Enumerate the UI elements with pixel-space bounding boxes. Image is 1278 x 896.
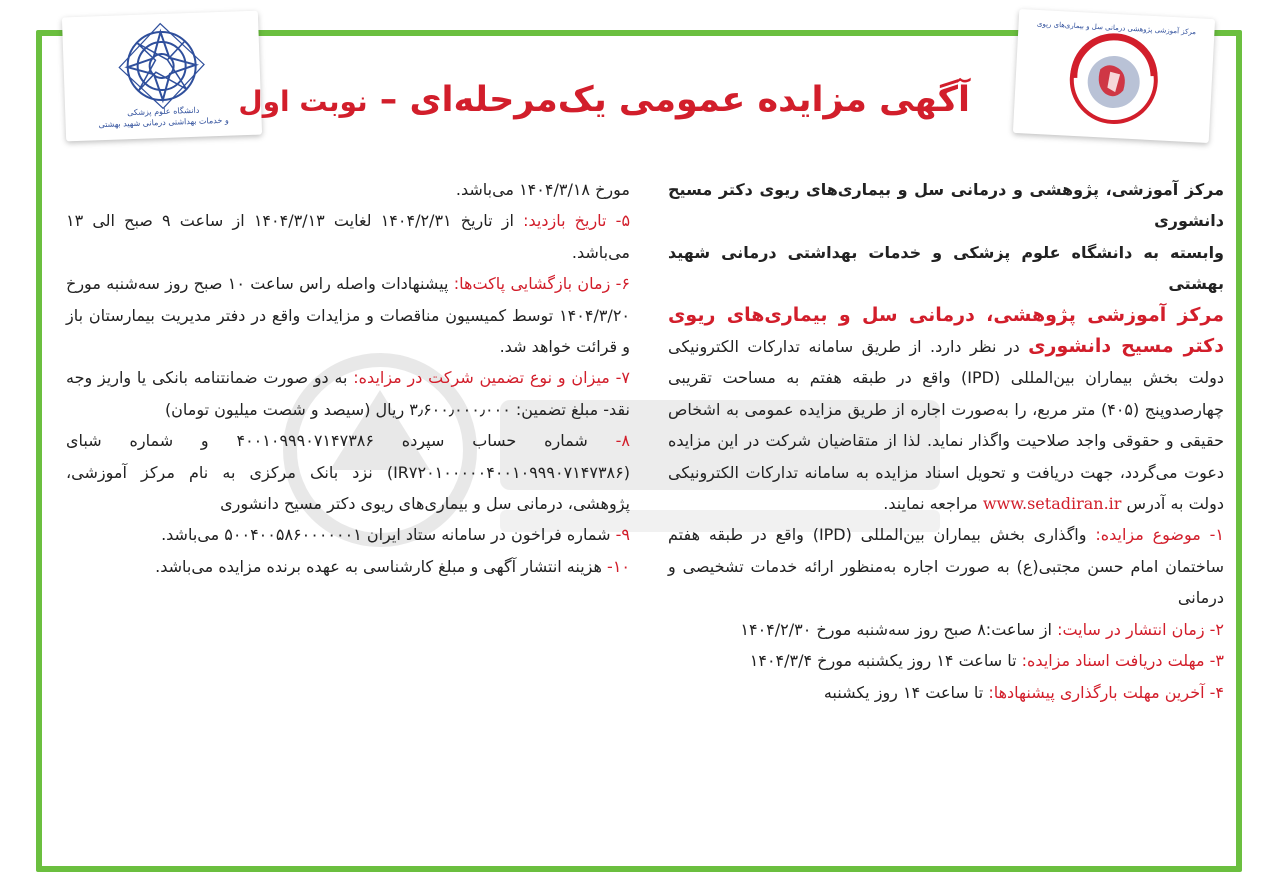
hospital-logo [1013,9,1215,143]
item-5 [66,205,630,268]
university-caption-line2: و خدمات بهداشتی درمانی شهید بهشتی [98,115,229,130]
item-7-text: به دو صورت ضمانتنامه بانکی یا واریز وجه نقد- مبلغ تضمین: ۳٫۶۰۰٫۰۰۰٫۰۰۰ ریال (سیصد و شصت میلیون تومان) [66,368,630,419]
left-column [66,174,630,582]
hospital-caption: مرکز آموزشی پژوهشی درمانی سل و بیماری‌های ریوی [1036,19,1197,37]
right-column [668,174,1224,708]
item-4 [668,677,1224,708]
item-1-label: ۱- موضوع مزایده: [1095,525,1225,545]
item-6-text: پیشنهادات واصله راس ساعت ۱۰ صبح روز سه‌شنبه مورخ ۱۴۰۴/۳/۲۰ توسط کمیسیون مناقصات و مزایدات واقع در دفتر مدیریت بیمارستان باز و قرائت خواهد شد. [66,274,630,357]
title-dash: – [379,80,398,120]
title-round: نوبت اول [238,85,368,118]
item-3-label: ۳- مهلت دریافت اسناد مزایده: [1021,651,1224,671]
title-main: آگهی مزایده عمومی یک‌مرحله‌ای [409,80,970,120]
item-6-label: ۶- زمان بازگشایی پاکت‌ها: [453,274,631,294]
item-9 [66,519,630,550]
item-4-text: تا ساعت ۱۴ روز یکشنبه [823,682,984,702]
university-caption-line1: دانشگاه علوم پزشکی [126,105,200,118]
intro-paragraph [668,300,1224,520]
item-10 [66,551,630,582]
item-10-label: ۱۰- [607,556,630,576]
item-3 [668,645,1224,676]
intro-line1: مرکز آموزشی، پژوهشی و درمانی سل و بیماری‌های ریوی دکتر مسیح دانشوری [668,180,1224,231]
item-7 [66,362,630,425]
item-2-text: از ساعت:۸ صبح روز سه‌شنبه مورخ ۱۴۰۴/۲/۳۰ [740,619,1052,639]
item-8 [66,425,630,519]
item-4-label: ۴- آخرین مهلت بارگذاری پیشنهادها: [988,682,1224,702]
intro-body-end: مراجعه نمایند. [883,494,978,514]
item-2-label: ۲- زمان انتشار در سایت: [1057,619,1224,639]
item-3-text: تا ساعت ۱۴ روز یکشنبه مورخ ۱۴۰۴/۳/۴ [749,651,1017,671]
item-1-text: واگذاری بخش بیماران بین‌المللی (IPD) واقع در طبقه هفتم ساختمان امام حسن مجتبی(ع) به صورت اجاره به‌منظور ارائه خدمات تشخیصی و درمانی [668,525,1224,608]
page-title [238,80,970,132]
organization-name: مرکز آموزشی پژوهشی، درمانی سل و بیماری‌های ریوی دکتر مسیح دانشوری [668,303,1224,358]
item-9-label: ۹- [615,525,630,545]
intro-body: در نظر دارد. از طریق سامانه تدارکات الکترونیکی دولت بخش بیماران بین‌المللی (IPD) واقع در طبقه هفتم به مساحت تقریبی چهارصدوپنج (۴۰۵) متر مربع، را به‌صورت اجاره از طریق مزایده عمومی به اشخاص حقیقی و حقوقی واجد صلاحیت واگذار نماید. لذا از متقاضیان شرکت در این مزایده دعوت می‌گردد، جهت دریافت و تحویل اسناد مزایده به سامانه تدارکات الکترونیکی دولت به آدرس [668,337,1224,514]
item-5-text: از تاریخ ۱۴۰۴/۲/۳۱ لغایت ۱۴۰۴/۳/۱۳ از ساعت ۹ صبح الی ۱۳ می‌باشد. [66,211,630,262]
item-4-continued: مورخ ۱۴۰۴/۳/۱۸ می‌باشد. [455,180,630,199]
item-6 [66,268,630,362]
item-5-label: ۵- تاریخ بازدید: [523,211,631,231]
item-8-label: ۸- [615,431,630,451]
item-10-text: هزینه انتشار آگهی و مبلغ کارشناسی به عهده برنده مزایده می‌باشد. [155,556,602,576]
intro-line2: وابسته به دانشگاه علوم پزشکی و خدمات بهداشتی درمانی شهید بهشتی [668,242,1224,294]
item-9-text: شماره فراخون در سامانه ستاد ایران ۵۰۰۴۰۰۵۸۶۰۰۰۰۰۰۱ می‌باشد. [161,525,611,545]
website-link[interactable]: www.setadiran.ir [982,494,1122,514]
item-8-text: شماره حساب سپرده ۴۰۰۱۰۹۹۹۰۷۱۴۷۳۸۶ و شماره شبای (IR۷۲۰۱۰۰۰۰۰۴۰۰۱۰۹۹۹۰۷۱۴۷۳۸۶) نزد بانک مرکزی به نام مرکز آموزشی، پژوهشی، درمانی سل و بیماری‌های ریوی دکتر مسیح دانشوری [66,431,630,514]
item-1 [668,519,1224,613]
university-logo [62,11,262,142]
item-7-label: ۷- میزان و نوع تضمین شرکت در مزایده: [353,368,630,388]
item-2 [668,614,1224,645]
